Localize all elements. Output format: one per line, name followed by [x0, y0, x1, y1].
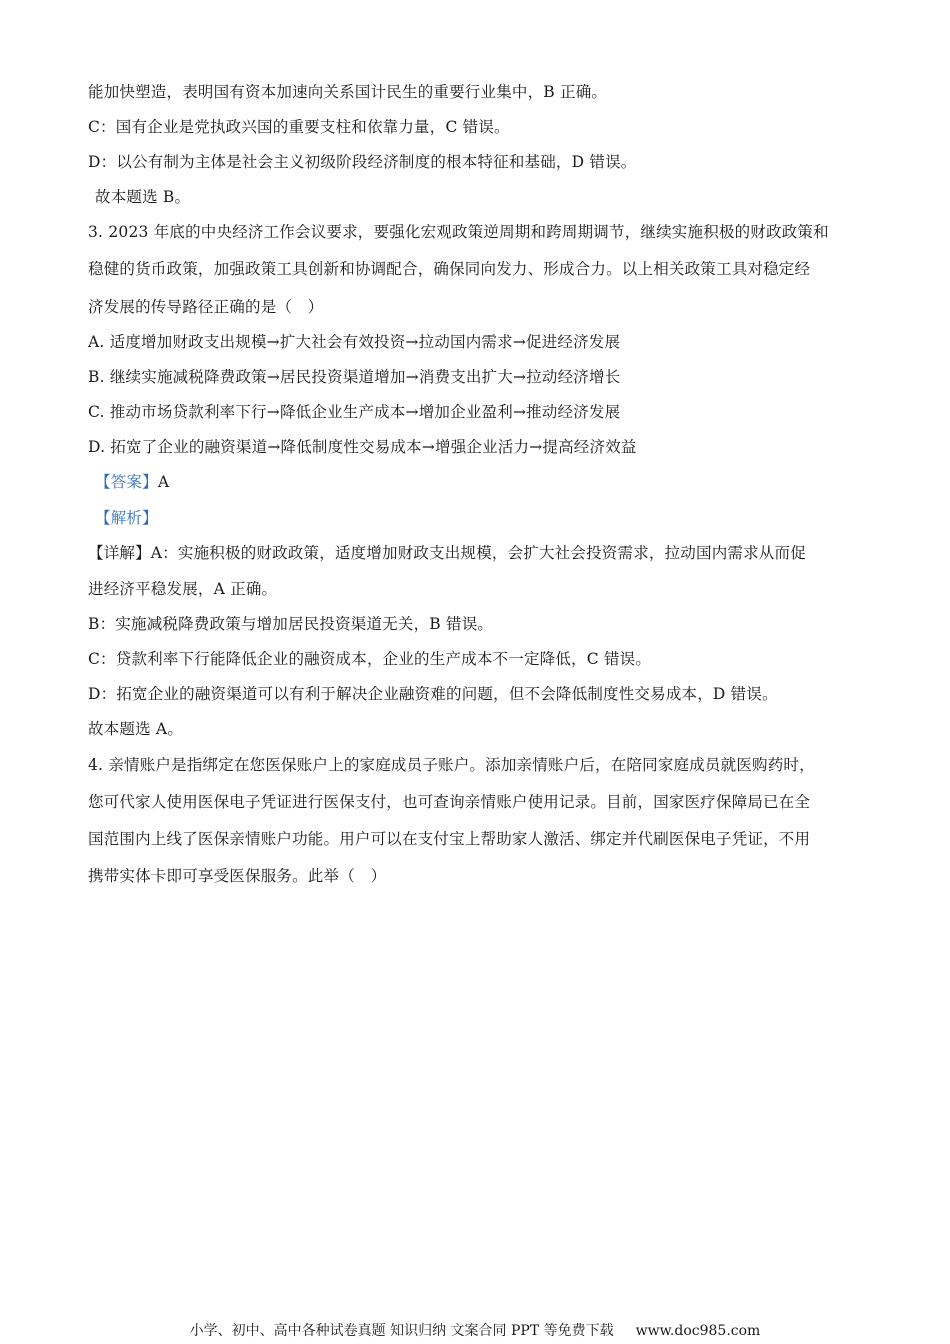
- question-4-stem: 4. 亲情账户是指绑定在您医保账户上的家庭成员子账户。添加亲情账户后，在陪同家庭成员就医购药时，: [88, 756, 815, 774]
- question-3-stem: 3. 2023 年底的中央经济工作会议要求，要强化宏观政策逆周期和跨周期调节，继续实施积极的财政政策和: [88, 223, 829, 241]
- footer-link[interactable]: www.doc985.com: [635, 1323, 761, 1339]
- answer-value: A: [157, 473, 170, 491]
- explanation-line: B：实施减税降费政策与增加居民投资渠道无关，B 错误。: [88, 615, 494, 633]
- explanation-line: D：拓宽企业的融资渠道可以有利于解决企业融资难的问题，但不会降低制度性交易成本，D 错误。: [88, 685, 778, 703]
- text-line: C：国有企业是党执政兴国的重要支柱和依靠力量，C 错误。: [88, 118, 510, 136]
- text-line: 故本题选 B。: [95, 188, 191, 206]
- explanation-line: 故本题选 A。: [88, 720, 184, 738]
- option-d: D. 拓宽了企业的融资渠道→降低制度性交易成本→增强企业活力→提高经济效益: [88, 438, 637, 456]
- question-4-stem: 您可代家人使用医保电子凭证进行医保支付，也可查询亲情账户使用记录。目前，国家医疗保障局已在全: [88, 793, 811, 811]
- explanation-line: 进经济平稳发展，A 正确。: [88, 580, 278, 598]
- answer-label: 【答案】: [95, 473, 158, 491]
- question-3-stem: 稳健的货币政策，加强政策工具创新和协调配合，确保同向发力、形成合力。以上相关政策工具对稳定经: [88, 260, 811, 278]
- answer-line: [95, 472, 169, 492]
- explanation-line: 【详解】A：实施积极的财政政策，适度增加财政支出规模，会扩大社会投资需求，拉动国内需求从而促: [88, 544, 806, 562]
- explanation-line: C：贷款利率下行能降低企业的融资成本，企业的生产成本不一定降低，C 错误。: [88, 650, 652, 668]
- question-4-stem: 携带实体卡即可享受医保服务。此举（ ）: [88, 867, 387, 885]
- page-footer: [0, 1322, 950, 1340]
- option-c: C. 推动市场贷款利率下行→降低企业生产成本→增加企业盈利→推动经济发展: [88, 403, 621, 421]
- analysis-label: 【解析】: [95, 509, 158, 527]
- text-line: D：以公有制为主体是社会主义初级阶段经济制度的根本特征和基础，D 错误。: [88, 153, 637, 171]
- footer-text: 小学、初中、高中各种试卷真题 知识归纳 文案合同 PPT 等免费下载: [189, 1323, 614, 1339]
- option-a: A. 适度增加财政支出规模→扩大社会有效投资→拉动国内需求→促进经济发展: [88, 333, 621, 351]
- option-b: B. 继续实施减税降费政策→居民投资渠道增加→消费支出扩大→拉动经济增长: [88, 368, 621, 386]
- question-3-stem: 济发展的传导路径正确的是（ ）: [88, 298, 324, 316]
- text-line: 能加快塑造，表明国有资本加速向关系国计民生的重要行业集中，B 正确。: [88, 83, 608, 101]
- question-4-stem: 国范围内上线了医保亲情账户功能。用户可以在支付宝上帮助家人激活、绑定并代刷医保电子凭证，不用: [88, 830, 811, 848]
